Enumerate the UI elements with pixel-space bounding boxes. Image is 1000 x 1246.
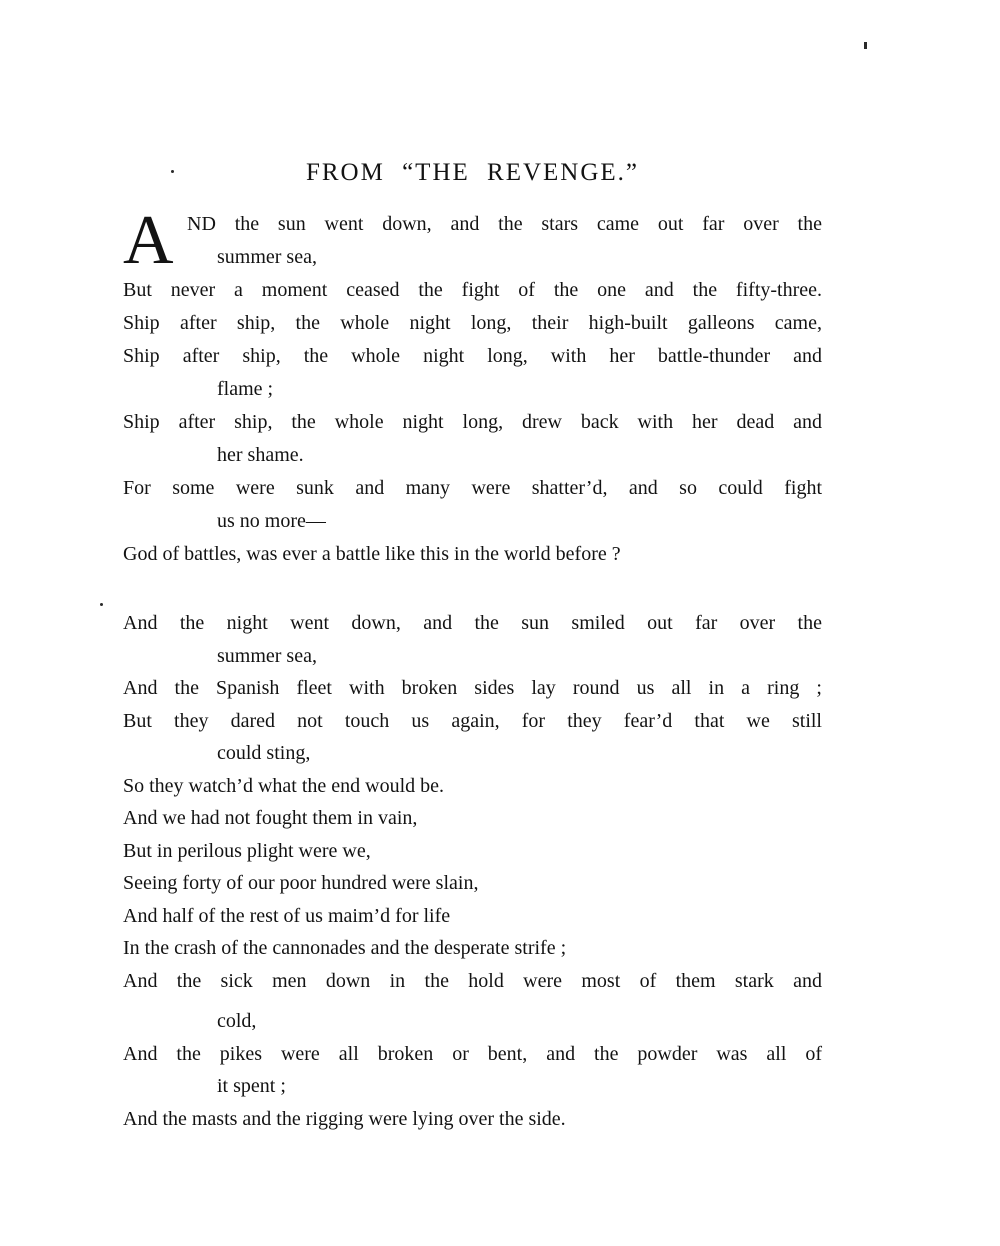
text-column xyxy=(123,0,822,1135)
poem-line: ND the sun went down, and the stars came out far over the xyxy=(187,213,822,235)
stanza-2 xyxy=(123,607,822,1135)
poem-line: And the pikes were all broken or bent, and the powder was all of xyxy=(123,1042,822,1065)
poem-line: it spent ; xyxy=(217,1075,286,1097)
poem-line: her shame. xyxy=(217,444,304,466)
poem-line: summer sea, xyxy=(217,644,317,667)
poem-line: And half of the rest of us maim’d for life xyxy=(123,904,451,927)
poem-line: God of battles, was ever a battle like this in the world before ? xyxy=(123,543,621,565)
poem-line: summer sea, xyxy=(217,246,317,268)
poem-line: Ship after ship, the whole night long, with her battle-thunder and xyxy=(123,345,822,367)
poem-line: But they dared not touch us again, for they fear’d that we still xyxy=(123,709,822,732)
poem-line: Ship after ship, the whole night long, their high-built galleons came, xyxy=(123,312,822,334)
poem-line: And we had not fought them in vain, xyxy=(123,807,418,829)
scan-speck xyxy=(864,42,867,49)
poem-line: us no more— xyxy=(217,510,326,532)
poem-title: FROM “THE REVENGE.” xyxy=(305,159,640,186)
poem-line: And the sick men down in the hold were most of them stark and xyxy=(123,969,822,992)
stanza-1 xyxy=(123,202,822,571)
poem-line: could sting, xyxy=(217,742,311,764)
poem-line: So they watch’d what the end would be. xyxy=(123,774,445,797)
poem-line: And the Spanish fleet with broken sides lay round us all in a ring ; xyxy=(123,677,822,699)
poem-line: But in perilous plight were we, xyxy=(123,839,371,862)
poem-line: flame ; xyxy=(217,378,274,400)
poem-line: And the night went down, and the sun smiled out far over the xyxy=(123,612,822,634)
poem-line: Ship after ship, the whole night long, drew back with her dead and xyxy=(123,411,822,433)
poem-line: And the masts and the rigging were lying over the side. xyxy=(123,1107,566,1130)
poem-body xyxy=(123,202,822,1135)
poem-line: Seeing forty of our poor hundred were slain, xyxy=(123,872,479,894)
scan-speck xyxy=(100,603,103,606)
poem-line: But never a moment ceased the fight of the one and the fifty-three. xyxy=(123,279,822,301)
poem-line: In the crash of the cannonades and the desperate strife ; xyxy=(123,937,567,959)
poem-line: For some were sunk and many were shatter’d, and so could fight xyxy=(123,477,822,499)
drop-cap-letter: A xyxy=(123,202,174,279)
poem-line: cold, xyxy=(217,1010,257,1032)
